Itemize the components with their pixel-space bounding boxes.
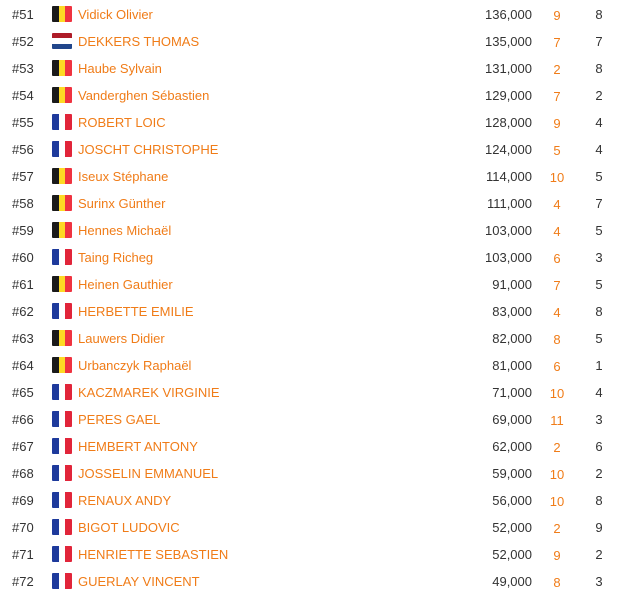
stat-secondary-value: 8 — [595, 304, 603, 319]
stat-secondary-value: 4 — [595, 142, 603, 157]
rank-number: #61 — [12, 277, 34, 292]
stat-primary-value: 5 — [553, 143, 561, 158]
stat-primary-value: 8 — [553, 332, 561, 347]
ranking-row — [0, 297, 630, 324]
rank-number: #53 — [12, 61, 34, 76]
ranking-row — [0, 513, 630, 540]
netherlands-flag-icon — [52, 33, 72, 49]
stat-secondary-value: 3 — [595, 574, 603, 589]
player-name-link[interactable]: HERBETTE EMILIE — [78, 304, 194, 319]
france-flag-icon — [52, 573, 72, 589]
stat-primary-value: 2 — [553, 62, 561, 77]
rank-number: #66 — [12, 412, 34, 427]
points-value: 49,000 — [492, 574, 532, 589]
rank-number: #64 — [12, 358, 34, 373]
player-name-link[interactable]: KACZMAREK VIRGINIE — [78, 385, 220, 400]
player-name-link[interactable]: JOSCHT CHRISTOPHE — [78, 142, 219, 157]
player-name-link[interactable]: Vidick Olivier — [78, 7, 153, 22]
france-flag-icon — [52, 303, 72, 319]
stat-secondary-value: 6 — [595, 439, 603, 454]
stat-primary-value: 10 — [549, 494, 565, 509]
stat-primary-value: 10 — [549, 386, 565, 401]
stat-secondary-value: 5 — [595, 277, 603, 292]
ranking-row — [0, 162, 630, 189]
belgium-flag-icon — [52, 357, 72, 373]
ranking-row — [0, 54, 630, 81]
ranking-row — [0, 189, 630, 216]
stat-primary-value: 10 — [549, 467, 565, 482]
ranking-row — [0, 27, 630, 54]
player-name-link[interactable]: HENRIETTE SEBASTIEN — [78, 547, 229, 562]
player-name-link[interactable]: DEKKERS THOMAS — [78, 34, 200, 49]
stat-secondary-value: 8 — [595, 61, 603, 76]
rank-number: #58 — [12, 196, 34, 211]
france-flag-icon — [52, 249, 72, 265]
belgium-flag-icon — [52, 330, 72, 346]
points-value: 59,000 — [492, 466, 532, 481]
stat-secondary-value: 2 — [595, 466, 603, 481]
stat-secondary-value: 5 — [595, 331, 603, 346]
points-value: 103,000 — [485, 223, 532, 238]
belgium-flag-icon — [52, 168, 72, 184]
ranking-row — [0, 81, 630, 108]
points-value: 69,000 — [492, 412, 532, 427]
stat-primary-value: 6 — [553, 359, 561, 374]
player-name-link[interactable]: Taing Richeg — [78, 250, 154, 265]
points-value: 56,000 — [492, 493, 532, 508]
ranking-row — [0, 432, 630, 459]
ranking-row — [0, 351, 630, 378]
france-flag-icon — [52, 114, 72, 130]
stat-primary-value: 9 — [553, 8, 561, 23]
rank-number: #70 — [12, 520, 34, 535]
points-value: 91,000 — [492, 277, 532, 292]
rank-number: #56 — [12, 142, 34, 157]
rank-number: #65 — [12, 385, 34, 400]
stat-primary-value: 9 — [553, 116, 561, 131]
stat-primary-value: 2 — [553, 521, 561, 536]
rank-number: #67 — [12, 439, 34, 454]
ranking-row — [0, 270, 630, 297]
player-name-link[interactable]: GUERLAY VINCENT — [78, 574, 200, 589]
player-name-link[interactable]: Hennes Michaël — [78, 223, 172, 238]
stat-secondary-value: 5 — [595, 169, 603, 184]
france-flag-icon — [52, 492, 72, 508]
stat-primary-value: 4 — [553, 197, 561, 212]
points-value: 129,000 — [485, 88, 532, 103]
ranking-row — [0, 216, 630, 243]
rank-number: #63 — [12, 331, 34, 346]
stat-primary-value: 9 — [553, 548, 561, 563]
points-value: 83,000 — [492, 304, 532, 319]
stat-secondary-value: 8 — [595, 493, 603, 508]
stat-primary-value: 10 — [549, 170, 565, 185]
player-name-link[interactable]: Haube Sylvain — [78, 61, 162, 76]
ranking-row — [0, 486, 630, 513]
france-flag-icon — [52, 519, 72, 535]
ranking-row — [0, 243, 630, 270]
points-value: 52,000 — [492, 547, 532, 562]
stat-secondary-value: 8 — [595, 7, 603, 22]
stat-secondary-value: 4 — [595, 115, 603, 130]
rank-number: #51 — [12, 7, 34, 22]
stat-primary-value: 7 — [553, 278, 561, 293]
player-name-link[interactable]: PERES GAEL — [78, 412, 161, 427]
belgium-flag-icon — [52, 87, 72, 103]
rank-number: #52 — [12, 34, 34, 49]
rank-number: #54 — [12, 88, 34, 103]
stat-secondary-value: 1 — [595, 358, 603, 373]
ranking-row — [0, 324, 630, 351]
player-name-link[interactable]: HEMBERT ANTONY — [78, 439, 198, 454]
player-name-link[interactable]: Urbanczyk Raphaël — [78, 358, 192, 373]
ranking-row — [0, 567, 630, 594]
points-value: 114,000 — [485, 169, 532, 184]
france-flag-icon — [52, 465, 72, 481]
belgium-flag-icon — [52, 60, 72, 76]
ranking-row — [0, 378, 630, 405]
ranking-row — [0, 405, 630, 432]
player-name-link[interactable]: Vanderghen Sébastien — [78, 88, 210, 103]
rank-number: #69 — [12, 493, 34, 508]
points-value: 124,000 — [485, 142, 532, 157]
belgium-flag-icon — [52, 195, 72, 211]
points-value: 82,000 — [492, 331, 532, 346]
player-name-link[interactable]: ROBERT LOIC — [78, 115, 166, 130]
stat-primary-value: 4 — [553, 305, 561, 320]
points-value: 81,000 — [492, 358, 532, 373]
points-value: 103,000 — [485, 250, 532, 265]
player-name-link[interactable]: RENAUX ANDY — [78, 493, 172, 508]
points-value: 62,000 — [492, 439, 532, 454]
rank-number: #57 — [12, 169, 34, 184]
points-value: 71,000 — [492, 385, 532, 400]
france-flag-icon — [52, 546, 72, 562]
stat-primary-value: 4 — [553, 224, 561, 239]
stat-primary-value: 7 — [553, 35, 561, 50]
france-flag-icon — [52, 384, 72, 400]
player-name-link[interactable]: Surinx Günther — [78, 196, 166, 211]
points-value: 131,000 — [485, 61, 532, 76]
ranking-row — [0, 0, 630, 27]
stat-primary-value: 8 — [553, 575, 561, 590]
stat-secondary-value: 5 — [595, 223, 603, 238]
ranking-row — [0, 108, 630, 135]
points-value: 52,000 — [492, 520, 532, 535]
rank-number: #71 — [12, 547, 34, 562]
ranking-row — [0, 459, 630, 486]
stat-primary-value: 7 — [553, 89, 561, 104]
player-name-link[interactable]: BIGOT LUDOVIC — [78, 520, 180, 535]
rank-number: #72 — [12, 574, 34, 589]
stat-secondary-value: 2 — [595, 88, 603, 103]
france-flag-icon — [52, 411, 72, 427]
points-value: 135,000 — [485, 34, 532, 49]
stat-secondary-value: 3 — [595, 412, 603, 427]
rank-number: #60 — [12, 250, 34, 265]
stat-secondary-value: 7 — [595, 34, 603, 49]
points-value: 111,000 — [486, 196, 532, 211]
player-name-link[interactable]: Iseux Stéphane — [78, 169, 169, 184]
stat-secondary-value: 7 — [595, 196, 603, 211]
france-flag-icon — [52, 438, 72, 454]
ranking-row — [0, 135, 630, 162]
player-name-link[interactable]: JOSSELIN EMMANUEL — [78, 466, 219, 481]
stat-primary-value: 11 — [550, 413, 564, 428]
player-name-link[interactable]: Heinen Gauthier — [78, 277, 173, 292]
stat-secondary-value: 2 — [595, 547, 603, 562]
player-name-link[interactable]: Lauwers Didier — [78, 331, 165, 346]
stat-primary-value: 6 — [553, 251, 561, 266]
stat-secondary-value: 9 — [595, 520, 603, 535]
belgium-flag-icon — [52, 6, 72, 22]
stat-secondary-value: 4 — [595, 385, 603, 400]
stat-secondary-value: 3 — [595, 250, 603, 265]
points-value: 128,000 — [485, 115, 532, 130]
rank-number: #59 — [12, 223, 34, 238]
rank-number: #62 — [12, 304, 34, 319]
rank-number: #68 — [12, 466, 34, 481]
ranking-row — [0, 540, 630, 567]
belgium-flag-icon — [52, 276, 72, 292]
france-flag-icon — [52, 141, 72, 157]
belgium-flag-icon — [52, 222, 72, 238]
points-value: 136,000 — [485, 7, 532, 22]
rank-number: #55 — [12, 115, 34, 130]
stat-primary-value: 2 — [553, 440, 561, 455]
